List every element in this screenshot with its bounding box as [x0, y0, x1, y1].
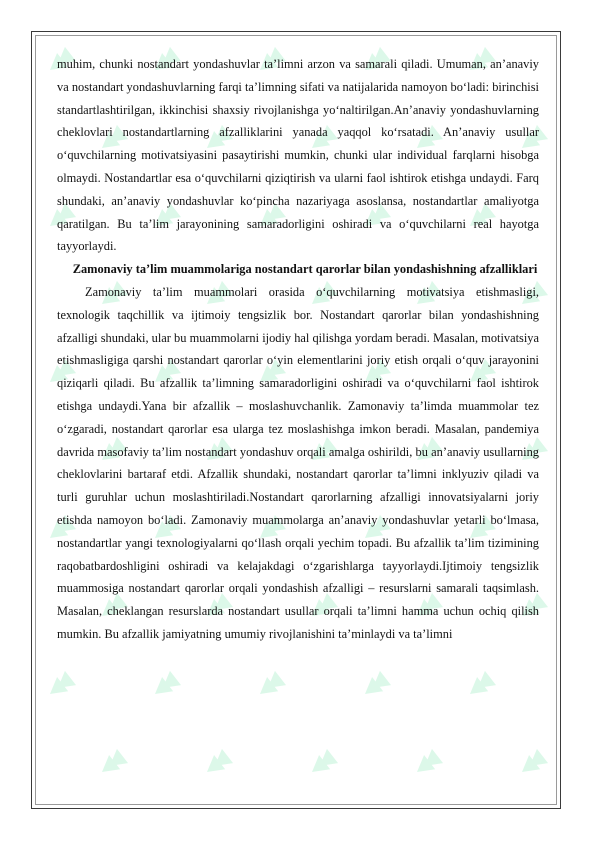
section-heading: Zamonaviy ta’lim muammolariga nostandart qarorlar bilan yondashishning afzalliklari — [72, 262, 538, 277]
body-paragraph-2: Zamonaviy ta’lim muammolari orasida o‘quvchilarning motivatsiya etishmasligi, texnologik taqchillik va ijtimoiy tengsizlik bor. Nostandart qarorlar bilan yondashishning afzalligi shundaki, ular bu muammolarni ijodiy hal qilishga yordam beradi. Masalan, motivatsiya etishmasligiga qarshi nostandart qarorlar o‘yin elementlarini joriy etish orqali o‘quv jarayonini qiziqarli qiladi. Bu afzallik ta’limning samaradorligini oshiradi va o‘quvchilarni faol ishtirok etishga undaydi.Yana bir afzallik – moslashuvchanlik. Zamonaviy ta’limda muammolar tez o‘zgaradi, nostandart qarorlar esa ularga tez moslashishga imkon beradi. Masalan, pandemiya davrida masofaviy ta’lim nostandart yondashuv orqali amalga oshirildi, bu an’anaviy usullarning cheklovlarini bartaraf etdi. Afzallik shundaki, nostandart qarorlar ta’limni inklyuziv qiladi va turli guruhlar uchun moslashtiriladi.Nostandart qarorlarning afzalligi innovatsiyalarni joriy etishda namoyon bo‘ladi. Zamonaviy muammolarga an’anaviy yondashuvlar yetarli bo‘lmasa, nostandartlar yangi texnologiyalarni qo‘llash orqali yechim topadi. Bu afzallik ta’lim tizimining raqobatbardoshligini oshiradi va kelajakdagi o‘zgarishlarga tayyorlaydi.Ijtimoiy tengsizlik muammosiga nostandart qarorlar orqali yondashish afzalligi – resurslarni samarali taqsimlash. Masalan, cheklangan resurslarda nostandart usullar orqali ta’limni hamma uchun ochiq qilish mumkin. Bu afzallik jamiyatning umumiy rivojlanishini ta’minlaydi va ta’limni — [57, 284, 539, 641]
body-paragraph-1: muhim, chunki nostandart yondashuvlar ta’limni arzon va samarali qiladi. Umuman, an’anaviy va nostandart yondashuvlarning farqi ta’limning sifati va natijalarida namoyon bo‘ladi: birinchisi standartlashtirilgan, ikkinchisi shaxsiy rivojlanishga yo‘naltirilgan.An’anaviy yondashuvlarning cheklovlari nostandartlarning afzalliklarini yanada yaqqol ko‘rsatadi. An’anaviy usullar o‘quvchilarning motivatsiyasini pasaytirishi mumkin, chunki ular individual farqlarni hisobga olmaydi. Nostandartlar esa o‘quvchilarni qiziqtirish va ularni faol ishtirok etishga undaydi. Farq shundaki, an’anaviy yondashuvlar ko‘pincha nazariyaga asoslansa, nostandartlar amaliyotga qaratilgan. Bu ta’lim jarayonining samaradorligini oshiradi va o‘quvchilarni real hayotga tayyorlaydi. — [57, 57, 539, 254]
document-body — [57, 53, 539, 646]
